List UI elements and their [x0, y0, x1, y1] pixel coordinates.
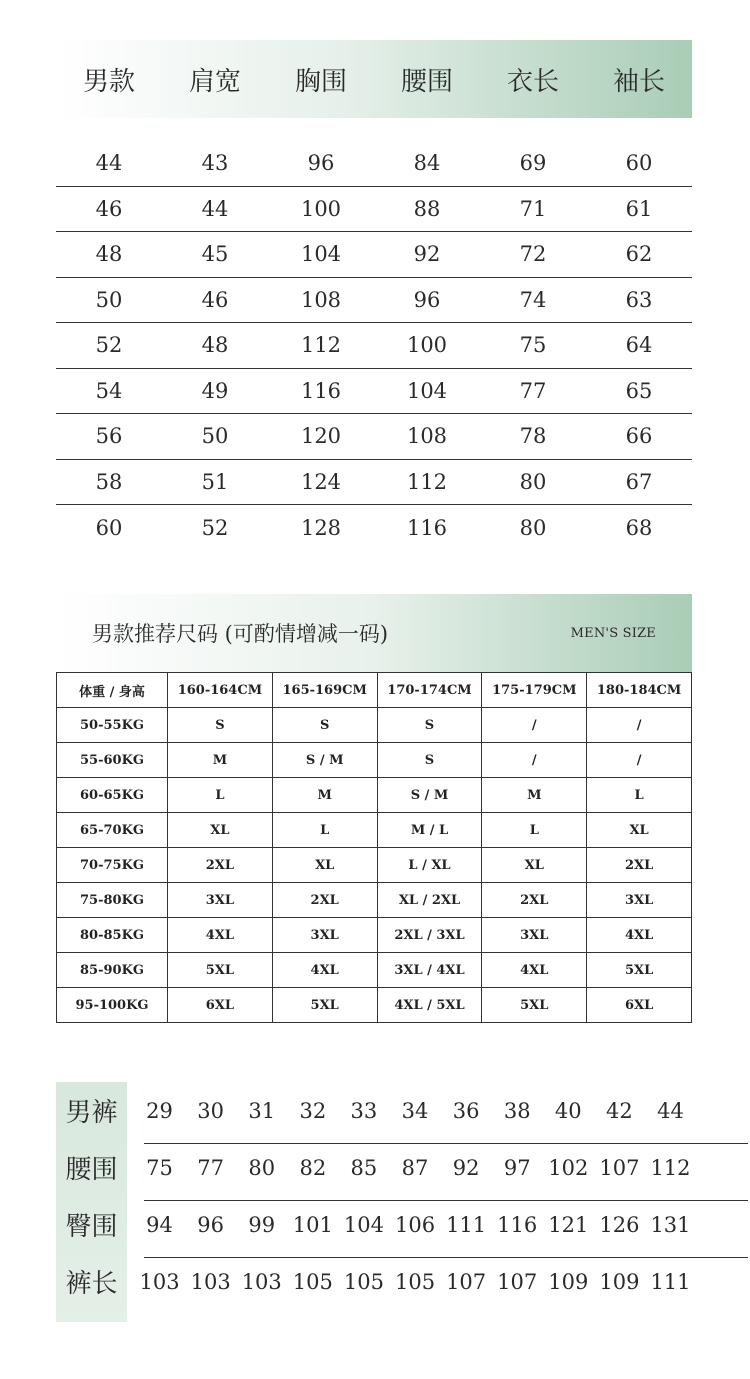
table-cell: 6XL — [168, 988, 273, 1023]
table-cell: 109 — [548, 1269, 589, 1294]
recommendation-title: 男款推荐尺码 (可酌情增减一码) — [92, 622, 389, 646]
table-cell: 45 — [201, 242, 229, 267]
measurement-header-cell: 腰围 — [400, 66, 453, 97]
recommendation-header-row — [57, 673, 692, 708]
table-cell: 2XL — [587, 848, 692, 883]
table-cell: 68 — [625, 515, 653, 540]
table-cell: 109 — [599, 1269, 640, 1294]
table-cell: 92 — [413, 242, 441, 267]
table-cell: 87 — [401, 1155, 429, 1180]
table-cell: 46 — [95, 196, 123, 221]
table-cell: 116 — [406, 515, 448, 540]
table-cell: 75-80KG — [57, 883, 168, 918]
table-cell: 102 — [548, 1155, 589, 1180]
table-cell: 30 — [197, 1098, 224, 1123]
table-cell: 55-60KG — [57, 743, 168, 778]
table-cell: 103 — [190, 1269, 231, 1294]
table-cell: 52 — [201, 515, 229, 540]
recommendation-header-cell: 180-184CM — [587, 673, 692, 708]
table-cell: 80 — [248, 1155, 276, 1180]
table-cell: 3XL — [587, 883, 692, 918]
pants-row-values — [134, 1196, 696, 1253]
table-cell: 40 — [554, 1098, 582, 1123]
table-cell: 107 — [446, 1269, 487, 1294]
pants-row-values — [134, 1253, 696, 1310]
pants-row-label: 裤长 — [65, 1269, 118, 1299]
table-cell: 103 — [139, 1269, 180, 1294]
table-row — [57, 778, 692, 813]
table-cell: 51 — [201, 469, 229, 494]
table-cell: 5XL — [272, 988, 377, 1023]
table-cell: 74 — [519, 287, 547, 312]
table-cell: 6XL — [587, 988, 692, 1023]
table-cell: 106 — [394, 1212, 436, 1237]
table-cell: 96 — [197, 1212, 224, 1237]
recommendation-header-cell: 170-174CM — [377, 673, 482, 708]
pants-row-label: 男裤 — [65, 1098, 118, 1128]
table-cell: 64 — [625, 333, 653, 358]
table-cell: L — [168, 778, 273, 813]
table-cell: 46 — [201, 287, 229, 312]
table-cell: XL / 2XL — [377, 883, 482, 918]
table-cell: 66 — [625, 424, 653, 449]
table-cell: 95-100KG — [57, 988, 168, 1023]
table-cell: S / M — [377, 778, 482, 813]
table-row — [57, 813, 692, 848]
table-cell: 49 — [201, 378, 229, 403]
table-cell: 62 — [625, 242, 653, 267]
table-cell: 112 — [406, 469, 448, 494]
table-row — [57, 883, 692, 918]
table-cell: 77 — [519, 378, 547, 403]
table-cell: 97 — [503, 1155, 531, 1180]
table-cell: 121 — [548, 1212, 589, 1237]
table-row — [56, 460, 692, 506]
pants-row-values — [134, 1082, 696, 1139]
recommendation-header-cell: 体重 / 身高 — [57, 673, 168, 708]
table-cell: XL — [587, 813, 692, 848]
table-cell: 104 — [343, 1212, 384, 1237]
pants-row — [56, 1253, 696, 1310]
table-cell: 96 — [413, 287, 441, 312]
table-cell: 85-90KG — [57, 953, 168, 988]
table-cell: L — [587, 778, 692, 813]
table-cell: 5XL — [587, 953, 692, 988]
table-cell: 4XL / 5XL — [377, 988, 482, 1023]
measurement-header-cell: 肩宽 — [188, 66, 241, 97]
table-cell: 70-75KG — [57, 848, 168, 883]
table-cell: 56 — [95, 424, 123, 449]
table-cell: 107 — [599, 1155, 640, 1180]
table-cell: 111 — [650, 1269, 691, 1294]
recommendation-banner — [56, 594, 692, 672]
table-cell: M — [168, 743, 273, 778]
table-cell: 2XL — [482, 883, 587, 918]
measurement-header-cell: 衣长 — [506, 66, 559, 97]
table-cell: 99 — [248, 1212, 276, 1237]
table-row — [57, 953, 692, 988]
table-cell: 104 — [406, 378, 448, 403]
table-cell: 4XL — [168, 918, 273, 953]
table-cell: XL — [272, 848, 377, 883]
table-cell: 2XL / 3XL — [377, 918, 482, 953]
table-cell: 34 — [401, 1098, 429, 1123]
table-cell: S — [272, 708, 377, 743]
measurement-header-cell: 胸围 — [294, 66, 347, 97]
table-cell: 36 — [452, 1098, 480, 1123]
table-cell: / — [482, 743, 587, 778]
table-cell: 101 — [292, 1212, 333, 1237]
table-cell: 48 — [201, 333, 229, 358]
table-cell: 105 — [343, 1269, 384, 1294]
table-cell: 108 — [406, 424, 448, 449]
table-cell: 3XL — [272, 918, 377, 953]
table-cell: S — [168, 708, 273, 743]
table-cell: 65-70KG — [57, 813, 168, 848]
table-cell: 50 — [201, 424, 229, 449]
table-cell: 52 — [95, 333, 123, 358]
table-cell: XL — [482, 848, 587, 883]
table-cell: XL — [168, 813, 273, 848]
table-cell: 80-85KG — [57, 918, 168, 953]
table-cell: M / L — [377, 813, 482, 848]
pants-row-label: 臀围 — [65, 1212, 118, 1242]
table-cell: 48 — [95, 242, 123, 267]
table-cell: 60-65KG — [57, 778, 168, 813]
table-cell: S — [377, 708, 482, 743]
table-cell: 112 — [300, 333, 342, 358]
table-cell: 103 — [241, 1269, 282, 1294]
table-cell: L — [272, 813, 377, 848]
table-cell: 105 — [292, 1269, 333, 1294]
pants-row-values — [134, 1139, 696, 1196]
table-cell: 33 — [350, 1098, 378, 1123]
table-row — [56, 141, 692, 187]
table-cell: 32 — [299, 1098, 327, 1123]
recommendation-table — [56, 672, 692, 1023]
table-cell: 69 — [519, 151, 547, 176]
table-cell: 54 — [95, 378, 123, 403]
table-cell: 67 — [625, 469, 653, 494]
table-row — [56, 323, 692, 369]
table-cell: 82 — [299, 1155, 327, 1180]
table-cell: 120 — [300, 424, 342, 449]
measurement-header-cell: 袖长 — [612, 66, 665, 97]
table-cell: 60 — [95, 515, 123, 540]
table-row — [56, 369, 692, 415]
table-cell: 111 — [446, 1212, 487, 1237]
pants-row — [56, 1139, 696, 1196]
table-cell: 29 — [146, 1098, 173, 1123]
table-cell: 77 — [197, 1155, 224, 1180]
pants-row-label: 腰围 — [65, 1155, 118, 1185]
table-cell: 92 — [452, 1155, 480, 1180]
table-cell: 38 — [503, 1098, 531, 1123]
table-cell: 42 — [606, 1098, 633, 1123]
table-row — [57, 988, 692, 1023]
recommendation-header-cell: 160-164CM — [168, 673, 273, 708]
table-cell: 3XL / 4XL — [377, 953, 482, 988]
table-row — [56, 232, 692, 278]
table-row — [57, 743, 692, 778]
table-row — [56, 414, 692, 460]
table-cell: 105 — [394, 1269, 436, 1294]
table-cell: 100 — [406, 333, 448, 358]
table-cell: / — [587, 743, 692, 778]
measurement-rows — [56, 141, 692, 551]
table-cell: 43 — [201, 151, 229, 176]
table-cell: 75 — [146, 1155, 173, 1180]
table-row — [57, 918, 692, 953]
table-row — [57, 848, 692, 883]
size-recommendation-section — [56, 594, 692, 1023]
table-cell: 61 — [625, 196, 653, 221]
table-cell: 4XL — [482, 953, 587, 988]
table-cell: 4XL — [587, 918, 692, 953]
table-cell: 3XL — [482, 918, 587, 953]
table-cell: 84 — [413, 151, 441, 176]
table-cell: 128 — [300, 515, 342, 540]
table-cell: / — [587, 708, 692, 743]
table-cell: 108 — [300, 287, 342, 312]
table-row — [57, 708, 692, 743]
table-cell: 126 — [599, 1212, 640, 1237]
table-cell: S / M — [272, 743, 377, 778]
table-cell: 96 — [307, 151, 335, 176]
table-cell: 2XL — [272, 883, 377, 918]
table-cell: L / XL — [377, 848, 482, 883]
table-cell: 104 — [300, 242, 342, 267]
table-cell: 107 — [497, 1269, 538, 1294]
table-cell: / — [482, 708, 587, 743]
table-cell: 3XL — [168, 883, 273, 918]
table-cell: 131 — [650, 1212, 691, 1237]
pants-row — [56, 1082, 696, 1139]
table-cell: 4XL — [272, 953, 377, 988]
table-cell: 5XL — [168, 953, 273, 988]
table-cell: 63 — [625, 287, 653, 312]
table-cell: 75 — [519, 333, 547, 358]
measurement-header-cell: 男款 — [82, 66, 135, 97]
table-cell: 116 — [497, 1212, 538, 1237]
table-cell: 80 — [519, 469, 547, 494]
table-cell: 44 — [657, 1098, 684, 1123]
table-cell: 85 — [350, 1155, 378, 1180]
table-cell: 124 — [300, 469, 342, 494]
table-cell: 112 — [650, 1155, 691, 1180]
table-cell: 44 — [201, 196, 229, 221]
table-cell: 65 — [625, 378, 653, 403]
table-cell: 60 — [625, 151, 653, 176]
table-cell: 88 — [413, 196, 441, 221]
pants-row — [56, 1196, 696, 1253]
table-cell: 100 — [300, 196, 342, 221]
measurement-header-row — [56, 40, 692, 118]
table-cell: 116 — [300, 378, 342, 403]
table-cell: 44 — [95, 151, 123, 176]
table-cell: 78 — [519, 424, 547, 449]
table-cell: L — [482, 813, 587, 848]
table-cell: 71 — [519, 196, 547, 221]
table-cell: M — [272, 778, 377, 813]
table-cell: 50 — [95, 287, 123, 312]
table-cell: 94 — [146, 1212, 173, 1237]
mens-size-tag: MEN'S SIZE — [570, 626, 656, 641]
table-cell: M — [482, 778, 587, 813]
table-cell: 80 — [519, 515, 547, 540]
garment-measurement-table — [56, 40, 692, 551]
table-cell: 31 — [248, 1098, 276, 1123]
pants-size-table — [56, 1082, 696, 1322]
table-cell: 72 — [519, 242, 547, 267]
table-cell: 5XL — [482, 988, 587, 1023]
table-row — [56, 187, 692, 233]
recommendation-header-cell: 165-169CM — [272, 673, 377, 708]
table-cell: S — [377, 743, 482, 778]
table-cell: 58 — [95, 469, 123, 494]
recommendation-header-cell: 175-179CM — [482, 673, 587, 708]
table-row — [56, 505, 692, 551]
table-cell: 2XL — [168, 848, 273, 883]
table-cell: 50-55KG — [57, 708, 168, 743]
table-row — [56, 278, 692, 324]
